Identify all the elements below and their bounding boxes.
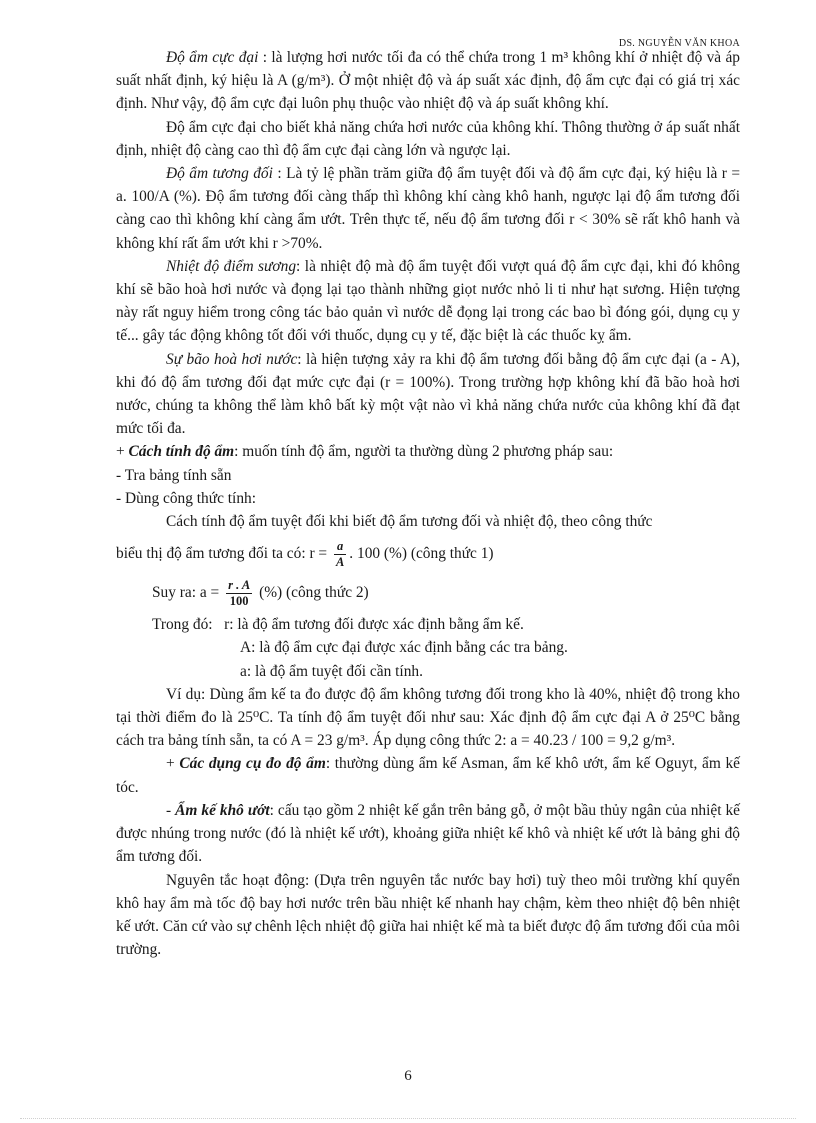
body-text xyxy=(116,46,740,961)
paragraph-relative-humidity: Độ ẩm tương đối : Là tỷ lệ phần trăm giữa độ ẩm tuyệt đối và độ ẩm cực đại, ký hiệu là r = a. 100/A (%). Độ ẩm tương đối càng thấp thì không khí càng khô hanh, ngược lại độ ẩm tương đối càng cao thì không khí càng ẩm ướt. Trên thực tế, nếu độ ẩm tương đối r < 30% sẽ rất khô hanh và không khí rất ẩm ướt khi r >70%. xyxy=(116,165,741,252)
formula-1: biểu thị độ ẩm tương đối ta có: r = $\frac{a}{A}$ . 100 (%) (công thức 1) xyxy=(116,539,494,570)
paragraph-instruments: + Các dụng cụ đo độ ẩm: thường dùng ẩm kế Asman, ẩm kế khô ướt, ẩm kế Oguyt, ẩm kế tóc. xyxy=(116,755,741,796)
fraction-rA-over-100: $\frac{r . A}{100}$ xyxy=(228,578,251,609)
page-number: 6 xyxy=(404,1068,412,1084)
fraction-a-over-A: $\frac{a}{A}$ xyxy=(335,539,345,570)
paragraph-dew-point: Nhiệt độ điểm sương: là nhiệt độ mà độ ẩm tuyệt đối vượt quá độ ẩm cực đại, khi đó không khí sẽ bão hoà hơi nước và đọng lại tạo thành những giọt nước nhỏ li ti như hạt sương. Hiện tượng này rất nguy hiểm trong công tác bảo quản vì nước dễ đọng lại trong các bao bì đóng gói, dụng cụ y tế... gây tác động không tốt đối với thuốc, dụng cụ y tế, đặc biệt là các thuốc kỵ ẩm. xyxy=(116,257,741,345)
running-header: DS. NGUYỄN VĂN KHOA xyxy=(618,38,740,49)
term-max-humidity: Độ ẩm cực đại xyxy=(166,49,259,66)
page-bottom-divider xyxy=(20,1118,796,1119)
paragraph-dry-wet-hygrometer: - Ẩm kế khô ướt: cấu tạo gồm 2 nhiệt kế gắn trên bảng gỗ, ở một bầu thủy ngân của nhiệt kế được nhúng trong nước (đó là nhiệt kế ướt), khoảng giữa nhiệt kế khô và nhiệt kế ướt là bảng ghi độ ẩm tương đối. xyxy=(116,801,740,866)
heading-calc-humidity: Cách tính độ ẩm xyxy=(128,443,235,461)
term-relative-humidity: Độ ẩm tương đối xyxy=(166,165,273,183)
paragraph-formula-intro: Cách tính độ ẩm tuyệt đối khi biết độ ẩm tương đối và nhiệt độ, theo công thức xyxy=(166,513,653,531)
paragraph-calc-methods: + Cách tính độ ẩm: muốn tính độ ẩm, người ta thường dùng 2 phương pháp sau: xyxy=(116,443,614,461)
term-saturation: Sự bão hoà hơi nước xyxy=(166,350,298,368)
list-item-table-lookup: - Tra bảng tính sẵn xyxy=(116,466,232,484)
heading-instruments: Các dụng cụ đo độ ẩm xyxy=(179,755,326,773)
definitions-r: Trong đó: r: là độ ẩm tương đối được xác định bằng ẩm kế. xyxy=(152,616,524,634)
paragraph-saturation: Sự bão hoà hơi nước: là hiện tượng xảy ra khi độ ẩm tương đối bằng độ ẩm cực đại (a - A), khi đó độ ẩm tương đối đạt mức cực đại (r = 100%). Trong trường hợp không khí đã bão hoà hơi nước, chúng ta không thể làm khô bất kỳ một vật nào vì khả năng chứa nước của không khí đã đạt mức tối đa. xyxy=(116,350,740,438)
definitions-a: a: là độ ẩm tuyệt đối cần tính. xyxy=(240,662,423,680)
list-item-formula: - Dùng công thức tính: xyxy=(116,489,256,507)
definitions-A: A: là độ ẩm cực đại được xác định bằng các tra bảng. xyxy=(240,639,568,657)
term-dry-wet-hygrometer: Ẩm kế khô ướt xyxy=(175,801,270,819)
paragraph-max-humidity: Độ ẩm cực đại : là lượng hơi nước tối đa có thể chứa trong 1 m³ không khí ở nhiệt độ và áp suất nhất định, ký hiệu là A (g/m³). Ở một nhiệt độ và áp suất xác định, độ ẩm cực đại có giá trị xác định. Như vậy, độ ẩm cực đại luôn phụ thuộc vào nhiệt độ và áp suất không khí. xyxy=(116,49,741,113)
formula-2: Suy ra: a = $\frac{r . A}{100}$ (%) (công thức 2) xyxy=(152,578,369,609)
term-dew-point: Nhiệt độ điểm sương xyxy=(166,257,297,275)
paragraph-example: Ví dụ: Dùng ẩm kế ta đo được độ ẩm không tương đối trong kho là 40%, nhiệt độ trong kho tại thời điểm đo là 25⁰C. Ta tính độ ẩm tuyệt đối như sau: Xác định độ ẩm cực đại A ở 25⁰C bằng cách tra bảng tính sẵn, ta có A = 23 g/m³. Áp dụng công thức 2: a = 40.23 / 100 = 9,2 g/m³. xyxy=(116,685,740,750)
paragraph-max-humidity-note: Độ ẩm cực đại cho biết khả năng chứa hơi nước của không khí. Thông thường ở áp suất nhất định, nhiệt độ càng cao thì độ ẩm cực đại càng lớn và ngược lại. xyxy=(116,118,740,159)
paragraph-operating-principle: Nguyên tắc hoạt động: (Dựa trên nguyên tắc nước bay hơi) tuỳ theo môi trường khí quyển khô hay ẩm mà tốc độ bay hơi nước trên bầu nhiệt kế nhanh hay chậm, kèm theo nhiệt độ bên nhiệt kế ướt. Căn cứ vào sự chênh lệch nhiệt độ giữa hai nhiệt kế mà ta biết được độ ẩm tương đối của môi trường. xyxy=(116,871,740,959)
